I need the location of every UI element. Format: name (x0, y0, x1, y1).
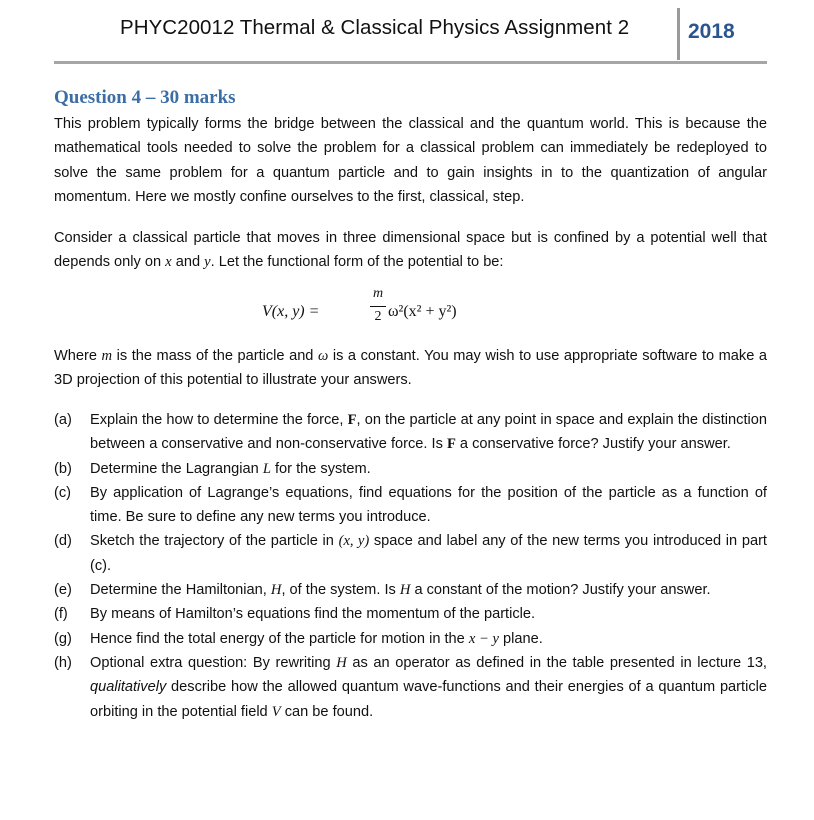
item-label: (h) (54, 654, 72, 671)
header-divider (677, 8, 680, 60)
list-item (54, 408, 767, 457)
item-text: as an operator as defined in the table presented in lecture 13, (346, 654, 767, 671)
intro-paragraph: This problem typically forms the bridge between the classical and the quantum world. This is because the mathematical tools needed to solve the problem for a classical problem can immediately be redeployed to solve the same problem for a quantum particle and to gain insights in to the quantization of angular momentum. Here we mostly confine ourselves to the first, classical, step. (54, 116, 767, 205)
where-text-3: is a constant. You may wish to use appropriate software to make a 3D projection of this potential to illustrate your answers. (54, 348, 767, 389)
list-item (54, 578, 767, 602)
item-text: describe how the allowed quantum wave-functions and their energies of a quantum particle orbiting in the potential field (90, 679, 767, 720)
setup-text-1: Consider a classical particle that moves in three dimensional space but is confined by a potential well that depends only on (54, 230, 767, 271)
equation-lhs: V(x, y) = (262, 303, 320, 320)
page-header (54, 8, 767, 62)
header-year: 2018 (688, 20, 735, 43)
item-symbol: H (336, 654, 347, 671)
item-symbol: x − y (468, 630, 499, 647)
item-text: Sketch the trajectory of the particle in (90, 533, 339, 550)
item-text: Determine the Lagrangian (90, 460, 263, 477)
item-emphasis: qualitatively (90, 679, 167, 696)
item-text: , on the particle at any point in space and explain the distinction between a conservative and non-conservative force. Is (90, 412, 767, 453)
item-symbol: H (270, 582, 282, 599)
where-symbol-m: m (101, 348, 113, 364)
item-symbol: (x, y) (338, 533, 370, 550)
potential-equation (262, 286, 562, 336)
item-label: (b) (54, 460, 72, 477)
item-text: plane. (498, 630, 543, 647)
header-rule (54, 61, 767, 64)
where-text-1: Where (54, 348, 102, 364)
question-parts-list (54, 408, 767, 724)
list-item (54, 457, 767, 481)
item-text: Hence find the total energy of the particle for motion in the (90, 630, 469, 647)
setup-symbol-x: x (165, 254, 172, 271)
list-item (54, 481, 767, 530)
list-item (54, 602, 767, 626)
item-symbol: V (271, 703, 281, 720)
item-text: By means of Hamilton’s equations find the momentum of the particle. (90, 606, 536, 623)
setup-symbol-y: y (204, 254, 211, 271)
fraction-bar (370, 306, 386, 307)
item-label: (g) (54, 630, 72, 647)
where-text-2: is the mass of the particle and (112, 348, 318, 364)
header-title: PHYC20012 Thermal & Classical Physics Assignment 2 (120, 16, 630, 39)
setup-text-2: and (171, 254, 205, 271)
question-heading: Question 4 – 30 marks (54, 87, 236, 108)
item-text: a constant of the motion? Justify your answer. (410, 582, 711, 599)
list-item (54, 627, 767, 651)
list-item (54, 529, 767, 578)
setup-text-3: . Let the functional form of the potential to be: (210, 254, 504, 271)
where-paragraph (54, 344, 767, 393)
item-label: (e) (54, 582, 72, 599)
item-text: can be found. (280, 703, 374, 720)
fraction-numerator: m (372, 286, 384, 301)
item-text: , of the system. Is (281, 582, 400, 599)
item-text: space and label any of the new terms you introduced in part (c). (90, 533, 767, 574)
item-text: a conservative force? Justify your answer. (455, 436, 731, 453)
item-label: (a) (54, 412, 72, 428)
equation-fraction (370, 286, 386, 325)
item-symbol: L (262, 460, 271, 477)
fraction-denominator: 2 (374, 309, 382, 324)
item-symbol: F (446, 436, 456, 453)
item-symbol: H (399, 582, 411, 599)
item-text: By application of Lagrange’s equations, find equations for the position of the particle as a function of time. Be sure to define any new terms you introduce. (90, 484, 767, 526)
item-label: (d) (54, 533, 72, 550)
list-item (54, 651, 767, 724)
equation-rhs: ω²(x² + y²) (388, 303, 457, 320)
item-label: (f) (54, 606, 68, 623)
item-text: Explain the how to determine the force, (90, 412, 348, 428)
item-text: for the system. (270, 460, 371, 477)
item-symbol: F (347, 412, 357, 428)
where-symbol-omega: ω (317, 348, 329, 364)
item-text: Determine the Hamiltonian, (90, 582, 271, 599)
setup-paragraph (54, 226, 767, 275)
item-text: Optional extra question: By rewriting (90, 654, 337, 671)
item-label: (c) (54, 484, 72, 501)
